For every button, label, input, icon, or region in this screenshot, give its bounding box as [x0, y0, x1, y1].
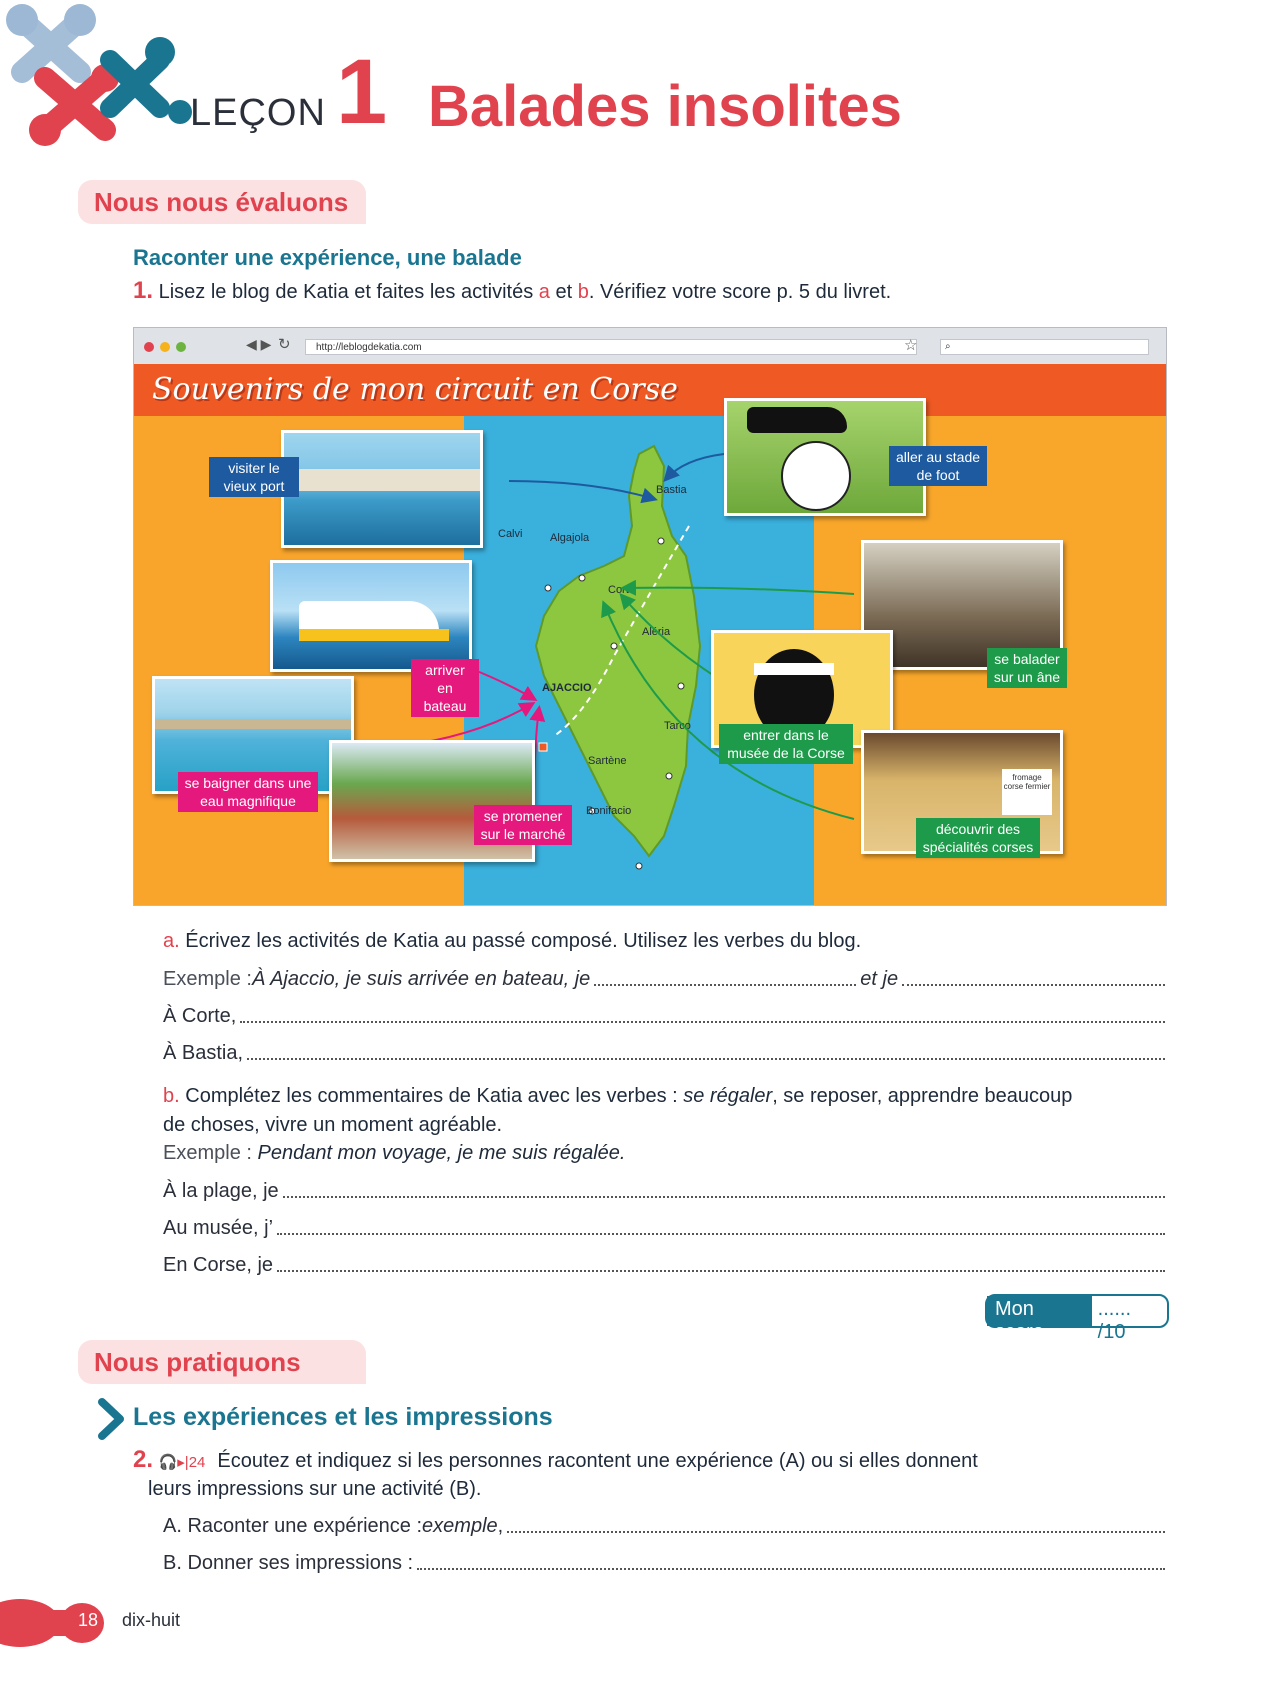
question-1 [133, 277, 891, 305]
answer-line[interactable] [277, 1269, 1165, 1272]
activity-b-letter: b. [163, 1085, 180, 1107]
tag-marche: se promener sur le marché [474, 805, 572, 845]
lecon-logo-icon [0, 0, 200, 160]
answer-line[interactable] [240, 1020, 1165, 1023]
section-subhead: Raconter une expérience, une balade [133, 245, 522, 270]
activity-b-instruction [163, 1082, 1123, 1140]
photo-vieux-port [281, 430, 483, 548]
activity-b-row-plage [163, 1180, 1165, 1203]
section-tab-label: Nous pratiquons [94, 1347, 301, 1377]
page-title: Balades insolites [428, 74, 902, 139]
map-label-algajola: Algajola [550, 532, 590, 544]
question-text: et [549, 281, 578, 303]
activity-a-example [163, 968, 1165, 991]
map-label-sartene: Sartène [588, 755, 627, 767]
search-icon: ⌕ [945, 341, 951, 352]
section-tab-label: Nous nous évaluons [94, 187, 349, 217]
lecon-number: 1 [336, 41, 388, 143]
tag-stade: aller au stade de foot [889, 446, 987, 486]
browser-window [133, 327, 1167, 906]
row-b-impressions [163, 1552, 1165, 1575]
audio-track-number: 24 [188, 1454, 206, 1471]
answer-line[interactable] [277, 1232, 1165, 1235]
section-tab-pratiquons [78, 1340, 366, 1384]
question-text: . Vérifiez votre score p. 5 du livret. [588, 281, 892, 303]
row-label: À Bastia, [163, 1042, 244, 1064]
example-text: et je [860, 968, 899, 990]
reload-icon[interactable]: ↻ [278, 336, 291, 353]
tag-bateau: arriver en bateau [411, 659, 479, 717]
search-input[interactable] [940, 339, 1149, 355]
blog-content [134, 364, 1166, 905]
blog-title: Souvenirs de mon circuit en Corse [152, 372, 678, 407]
close-dot-icon [144, 342, 154, 352]
answer-line[interactable] [247, 1057, 1165, 1060]
answer-line[interactable] [283, 1195, 1165, 1198]
row-comma: , [497, 1515, 504, 1537]
tag-baigner: se baigner dans une eau magnifique [178, 772, 318, 812]
example-label: Exemple : [163, 968, 252, 990]
answer-line[interactable] [902, 983, 1165, 986]
activity-b-example [163, 1142, 625, 1165]
activity-b-text: de choses, vivre un moment agréable. [163, 1114, 503, 1136]
score-label: Mon score [987, 1296, 1092, 1326]
activity-b-row-musee [163, 1217, 1165, 1240]
answer-line[interactable] [594, 983, 856, 986]
headphones-icon[interactable]: 🎧▸| [158, 1454, 189, 1471]
section-tab-evaluons [78, 180, 366, 224]
question-2 [133, 1446, 1133, 1503]
star-icon[interactable]: ☆ [904, 337, 918, 354]
tag-ane: se balader sur un âne [987, 648, 1067, 688]
row-label: En Corse, je [163, 1254, 274, 1276]
activity-b-verb-example: se régaler [683, 1085, 773, 1107]
row-label: À Corte, [163, 1005, 237, 1027]
question-text: Lisez le blog de Katia et faites les activités [158, 281, 539, 303]
map-label-bonifacio: Bonifacio [586, 805, 632, 817]
map-label-bastia: Bastia [656, 484, 687, 496]
map-label-aleria: Aléria [642, 626, 671, 638]
activity-a-text: Écrivez les activités de Katia au passé composé. Utilisez les verbes du blog. [185, 930, 862, 952]
back-forward-icon[interactable]: ◀ ▶ [246, 336, 272, 352]
chevron-right-icon [98, 1398, 126, 1440]
example-label: Exemple : [163, 1142, 258, 1164]
row-example: exemple [422, 1515, 498, 1537]
activity-a-instruction [163, 930, 861, 953]
activity-a-row-corte [163, 1005, 1165, 1028]
activity-a-row-bastia [163, 1042, 1165, 1065]
browser-toolbar [134, 328, 1166, 364]
row-label: B. Donner ses impressions : [163, 1552, 414, 1574]
score-value[interactable]: ...... /10 [1097, 1298, 1131, 1343]
row-label: À la plage, je [163, 1180, 279, 1202]
score-box [985, 1294, 1169, 1343]
map-label-calvi: Calvi [498, 528, 523, 540]
tag-vieux-port: visiter le vieux port [209, 457, 299, 497]
question-number: 2. [133, 1446, 154, 1473]
answer-line[interactable] [507, 1530, 1165, 1533]
section2-subhead: Les expériences et les impressions [133, 1403, 553, 1431]
page-number-word: dix-huit [122, 1610, 181, 1630]
activity-b-text: Complétez les commentaires de Katia avec les verbes : [185, 1085, 684, 1107]
activity-letter-b: b [577, 281, 589, 303]
question-number: 1. [133, 277, 154, 304]
example-text: Pendant mon voyage, je me suis régalée. [257, 1142, 626, 1164]
activity-b-row-corse [163, 1254, 1165, 1277]
minimize-dot-icon [160, 342, 170, 352]
row-label: Au musée, j’ [163, 1217, 274, 1239]
page-number: 18 [78, 1610, 99, 1630]
photo-ferry [270, 560, 472, 672]
activity-a-letter: a. [163, 930, 180, 952]
example-text: À Ajaccio, je suis arrivée en bateau, je [251, 968, 591, 990]
question-text: Écoutez et indiquez si les personnes racontent une expérience (A) ou si elles donnent [217, 1450, 978, 1472]
question-text: leurs impressions sur une activité (B). [148, 1478, 482, 1500]
lecon-word: LEÇON [190, 92, 326, 134]
activity-b-text: , se reposer, apprendre beaucoup [772, 1085, 1073, 1107]
row-a-experience [163, 1515, 1165, 1538]
tag-specialites: découvrir des spécialités corses [916, 818, 1040, 858]
map-label-corte: Corte [608, 584, 635, 596]
tag-musee: entrer dans le musée de la Corse [719, 724, 853, 764]
row-label: A. Raconter une expérience : [163, 1515, 423, 1537]
activity-letter-a: a [538, 281, 550, 303]
cheese-label: fromage corse fermier [1002, 769, 1052, 815]
url-bar[interactable]: http://leblogdekatia.com [305, 339, 917, 355]
map-label-tarco: Tarco [664, 720, 691, 732]
answer-line[interactable] [417, 1567, 1165, 1570]
map-label-ajaccio: AJACCIO [542, 682, 592, 694]
maximize-dot-icon [176, 342, 186, 352]
